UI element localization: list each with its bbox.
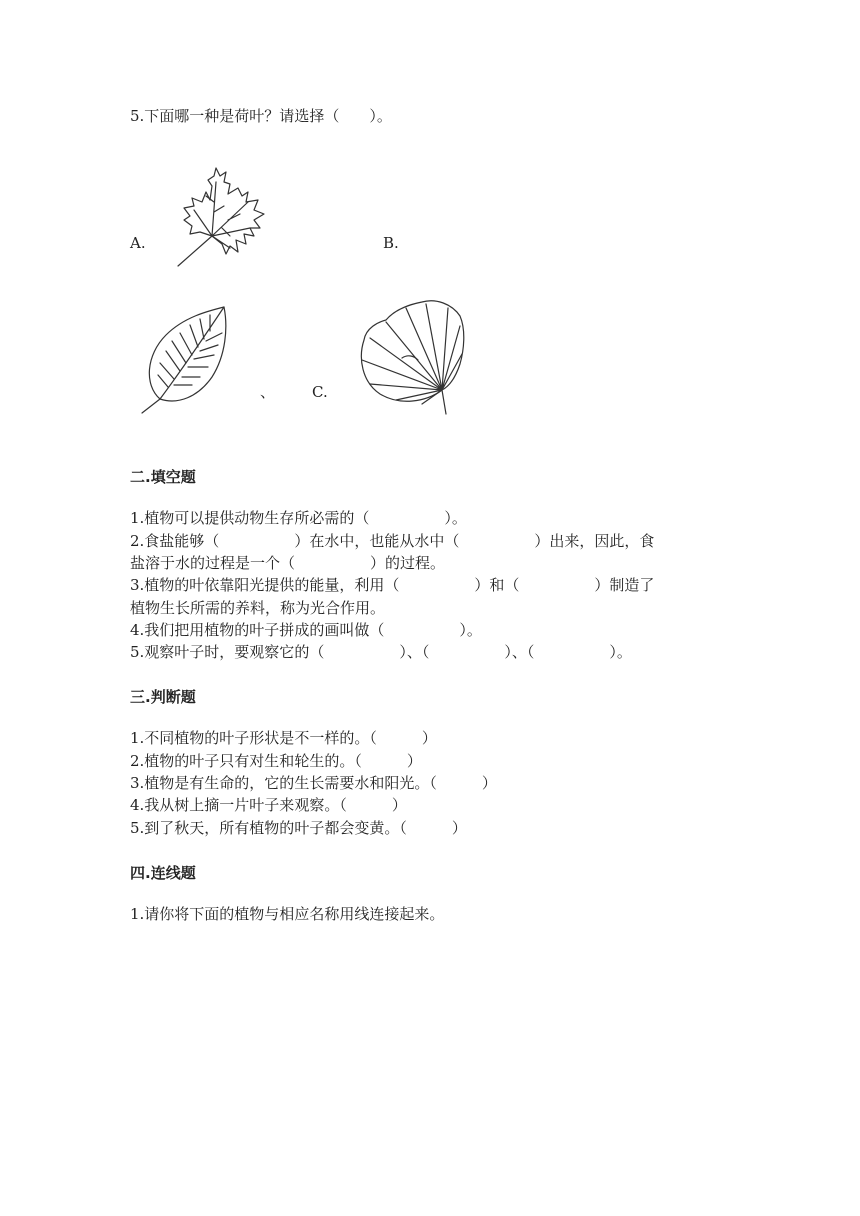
- fill-line-4: 3.植物的叶依靠阳光提供的能量，利用（ ）和（ ）制造了: [130, 576, 655, 594]
- fill-line-6: 4.我们把用植物的叶子拼成的画叫做（ ）。: [130, 621, 482, 639]
- option-a-label: A.: [130, 234, 146, 252]
- judge-line-3: 3.植物是有生命的，它的生长需要水和阳光。（ ）: [130, 774, 497, 792]
- section-4-title: 四.连线题: [130, 864, 196, 882]
- option-c-label: C.: [312, 383, 328, 401]
- maple-leaf-icon: [150, 162, 290, 272]
- section-3-title: 三.判断题: [130, 688, 196, 706]
- option-b-label: B.: [383, 234, 399, 252]
- fill-line-7: 5.观察叶子时，要观察它的（ ）、（ ）、（ ）。: [130, 643, 632, 661]
- lotus-leaf-icon: [356, 298, 468, 416]
- fill-line-1: 1.植物可以提供动物生存所必需的（ ）。: [130, 509, 467, 527]
- question-5-text: 5.下面哪一种是荷叶？请选择（ ）。: [130, 107, 392, 125]
- oval-leaf-icon: [138, 305, 230, 417]
- fill-line-5: 植物生长所需的养料，称为光合作用。: [130, 599, 386, 617]
- section-2-title: 二.填空题: [130, 468, 196, 486]
- judge-line-5: 5.到了秋天，所有植物的叶子都会变黄。（ ）: [130, 819, 467, 837]
- judge-line-2: 2.植物的叶子只有对生和轮生的。（ ）: [130, 752, 422, 770]
- option-separator: 、: [260, 383, 276, 401]
- judge-line-4: 4.我从树上摘一片叶子来观察。（ ）: [130, 796, 407, 814]
- judge-line-1: 1.不同植物的叶子形状是不一样的。（ ）: [130, 729, 437, 747]
- fill-line-2: 2.食盐能够（ ）在水中，也能从水中（ ）出来，因此，食: [130, 532, 655, 550]
- match-line-1: 1.请你将下面的植物与相应名称用线连接起来。: [130, 905, 445, 923]
- fill-line-3: 盐溶于水的过程是一个（ ）的过程。: [130, 554, 446, 572]
